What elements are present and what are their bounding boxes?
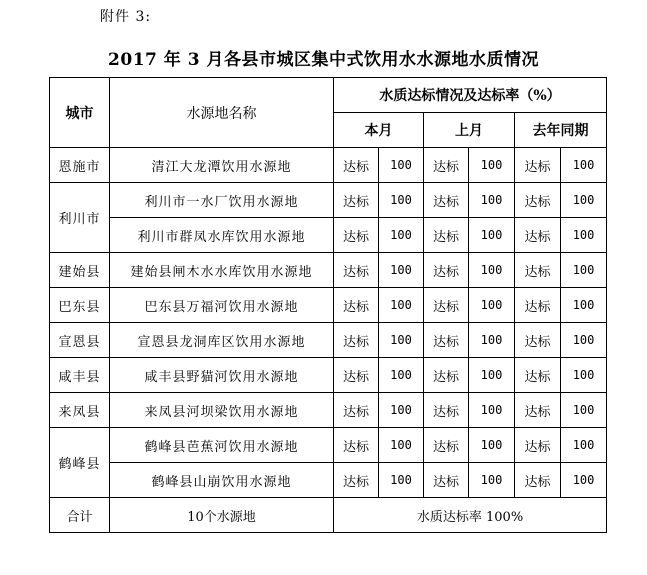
rate-cell: 100 [469, 183, 515, 218]
table-row [50, 428, 607, 463]
status-cell: 达标 [515, 323, 561, 358]
status-cell: 达标 [515, 253, 561, 288]
source-cell: 利川市一水厂饮用水源地 [110, 183, 334, 218]
status-cell: 达标 [424, 323, 469, 358]
rate-cell: 100 [379, 253, 424, 288]
rate-cell: 100 [561, 358, 607, 393]
rate-cell: 100 [561, 463, 607, 498]
status-cell: 达标 [424, 183, 469, 218]
city-cell: 恩施市 [50, 148, 110, 183]
status-cell: 达标 [515, 148, 561, 183]
rate-cell: 100 [379, 148, 424, 183]
rate-cell: 100 [561, 218, 607, 253]
rate-cell: 100 [561, 183, 607, 218]
rate-cell: 100 [469, 428, 515, 463]
status-cell: 达标 [515, 183, 561, 218]
rate-cell: 100 [469, 358, 515, 393]
status-cell: 达标 [334, 323, 379, 358]
header-source-name: 水源地名称 [110, 78, 334, 148]
status-cell: 达标 [515, 358, 561, 393]
table-row [50, 358, 607, 393]
header-city: 城市 [50, 78, 110, 148]
rate-cell: 100 [561, 428, 607, 463]
rate-cell: 100 [379, 183, 424, 218]
city-cell: 宣恩县 [50, 323, 110, 358]
rate-cell: 100 [469, 253, 515, 288]
table-row [50, 253, 607, 288]
total-summary: 水质达标率 100% [334, 498, 607, 533]
rate-cell: 100 [469, 463, 515, 498]
status-cell: 达标 [515, 393, 561, 428]
table-row [50, 183, 607, 218]
status-cell: 达标 [334, 463, 379, 498]
status-cell: 达标 [334, 148, 379, 183]
status-cell: 达标 [424, 393, 469, 428]
document-title: 2017 年 3 月各县市城区集中式饮用水水源地水质情况 [108, 50, 539, 70]
header-quality-group: 水质达标情况及达标率（%） [334, 78, 607, 113]
city-cell: 来凤县 [50, 393, 110, 428]
city-cell: 巴东县 [50, 288, 110, 323]
rate-cell: 100 [469, 218, 515, 253]
city-cell: 建始县 [50, 253, 110, 288]
status-cell: 达标 [515, 218, 561, 253]
rate-cell: 100 [469, 393, 515, 428]
rate-cell: 100 [561, 148, 607, 183]
status-cell: 达标 [334, 358, 379, 393]
total-row [50, 498, 607, 533]
status-cell: 达标 [424, 148, 469, 183]
header-last-year: 去年同期 [515, 113, 607, 148]
header-this-month: 本月 [334, 113, 424, 148]
table-row [50, 463, 607, 498]
rate-cell: 100 [379, 358, 424, 393]
table-row [50, 288, 607, 323]
header-last-month: 上月 [424, 113, 515, 148]
source-cell: 利川市群凤水库饮用水源地 [110, 218, 334, 253]
rate-cell: 100 [561, 393, 607, 428]
rate-cell: 100 [379, 463, 424, 498]
table-row [50, 323, 607, 358]
source-cell: 巴东县万福河饮用水源地 [110, 288, 334, 323]
status-cell: 达标 [334, 218, 379, 253]
rate-cell: 100 [469, 148, 515, 183]
status-cell: 达标 [334, 183, 379, 218]
rate-cell: 100 [561, 253, 607, 288]
city-cell: 咸丰县 [50, 358, 110, 393]
water-quality-table [49, 77, 607, 533]
source-cell: 来凤县河坝梁饮用水源地 [110, 393, 334, 428]
total-count: 10个水源地 [110, 498, 334, 533]
rate-cell: 100 [561, 323, 607, 358]
status-cell: 达标 [424, 218, 469, 253]
attachment-label: 附件 3: [100, 9, 152, 25]
source-cell: 清江大龙潭饮用水源地 [110, 148, 334, 183]
rate-cell: 100 [469, 288, 515, 323]
table-row [50, 218, 607, 253]
city-cell: 鹤峰县 [50, 428, 110, 498]
header-row-1 [50, 78, 607, 113]
status-cell: 达标 [424, 463, 469, 498]
status-cell: 达标 [515, 428, 561, 463]
rate-cell: 100 [379, 393, 424, 428]
status-cell: 达标 [334, 288, 379, 323]
source-cell: 鹤峰县山崩饮用水源地 [110, 463, 334, 498]
status-cell: 达标 [334, 253, 379, 288]
status-cell: 达标 [424, 253, 469, 288]
rate-cell: 100 [379, 428, 424, 463]
table-row [50, 148, 607, 183]
status-cell: 达标 [334, 428, 379, 463]
rate-cell: 100 [379, 218, 424, 253]
city-cell: 利川市 [50, 183, 110, 253]
rate-cell: 100 [561, 288, 607, 323]
source-cell: 宣恩县龙洞库区饮用水源地 [110, 323, 334, 358]
source-cell: 鹤峰县芭蕉河饮用水源地 [110, 428, 334, 463]
rate-cell: 100 [379, 323, 424, 358]
table-row [50, 393, 607, 428]
status-cell: 达标 [334, 393, 379, 428]
rate-cell: 100 [469, 323, 515, 358]
status-cell: 达标 [515, 463, 561, 498]
status-cell: 达标 [424, 428, 469, 463]
rate-cell: 100 [379, 288, 424, 323]
status-cell: 达标 [424, 358, 469, 393]
status-cell: 达标 [515, 288, 561, 323]
source-cell: 咸丰县野猫河饮用水源地 [110, 358, 334, 393]
source-cell: 建始县闸木水水库饮用水源地 [110, 253, 334, 288]
total-label: 合计 [50, 498, 110, 533]
status-cell: 达标 [424, 288, 469, 323]
